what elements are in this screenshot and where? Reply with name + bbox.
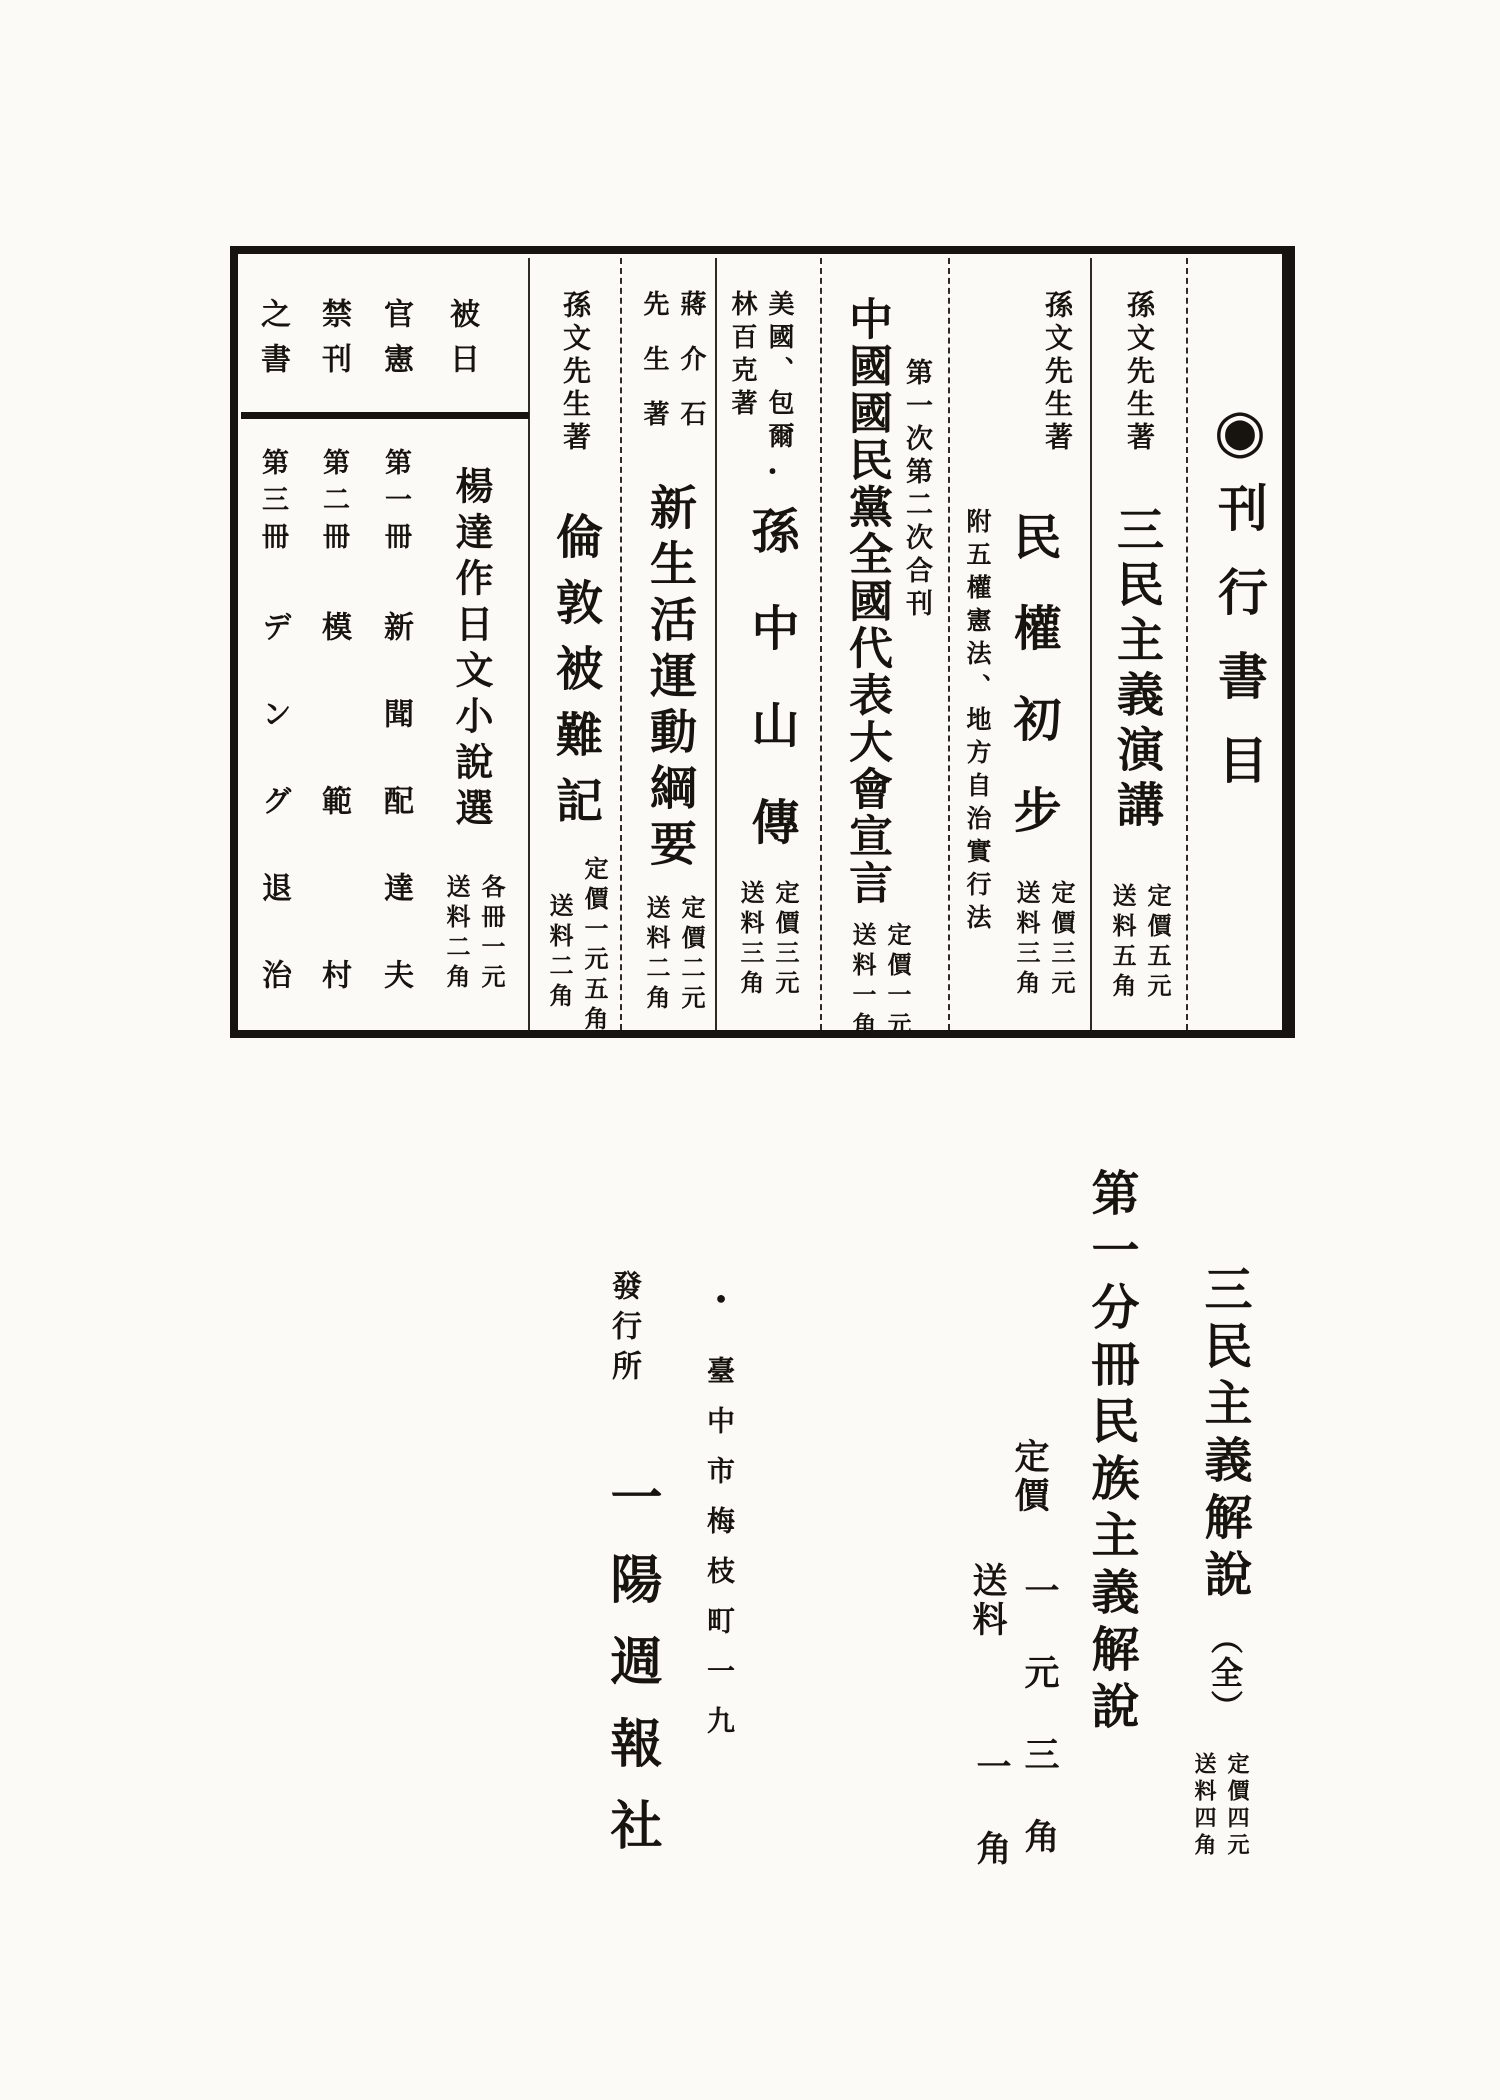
postage: 送料五角 xyxy=(1108,883,1134,1003)
book-title: 孫中山傳 xyxy=(744,506,797,894)
price: 定價一元五角 xyxy=(580,856,606,1036)
publisher-name: 一陽週報社 xyxy=(602,1470,659,1880)
volume-one-title: 第一分冊民族主義解說 xyxy=(1084,1168,1137,1738)
book-price-block xyxy=(438,874,502,994)
banned-heading-part: 禁刊 xyxy=(317,298,350,388)
postage: 一角 xyxy=(972,1748,1011,1912)
price: 定價三元 xyxy=(1047,880,1073,1000)
book-price-block xyxy=(1100,883,1168,1003)
book-title: 三民主義演講 xyxy=(1110,505,1162,835)
book-author-block xyxy=(726,290,792,455)
featured-price-block xyxy=(1184,1752,1248,1860)
column-divider xyxy=(820,258,822,1030)
column-divider xyxy=(948,258,950,1030)
book-price-block xyxy=(636,895,702,1015)
book-title: 新生活運動綱要 xyxy=(643,483,695,875)
postage: 送料二角 xyxy=(442,874,468,994)
postage: 送料二角 xyxy=(642,895,668,1015)
bullet-icon: ● xyxy=(711,1288,731,1308)
volume-label: 第三冊 xyxy=(258,448,288,559)
book-author: 先生著 xyxy=(640,290,669,455)
price: 各冊一元 xyxy=(477,874,503,994)
book-title: 中國國民黨全國代表大會宣言 xyxy=(842,296,891,907)
price: 定價二元 xyxy=(677,895,703,1015)
book-author: 孫文先生著 xyxy=(1123,290,1154,455)
price-label: 定價 xyxy=(1010,1438,1049,1516)
separator-dot: ・ xyxy=(756,458,785,484)
volume-label: 第一冊 xyxy=(381,448,411,559)
bullseye-icon: ◉ xyxy=(1207,396,1273,466)
catalog-masthead-title: 刊行書目 xyxy=(1211,482,1267,818)
publisher-label: 發行所 xyxy=(607,1270,640,1390)
postage: 送料三角 xyxy=(1012,880,1038,1000)
postage: 送料一角 xyxy=(848,922,874,1042)
book-author: 蔣介石 xyxy=(677,290,706,455)
book-price-block xyxy=(730,880,796,1000)
column-divider xyxy=(1186,258,1188,1030)
book-author-block xyxy=(640,290,704,455)
postage-label: 送料 xyxy=(968,1562,1007,1640)
banned-heading-part: 被日 xyxy=(445,298,478,388)
column-divider xyxy=(620,258,622,1030)
book-title: 倫敦被難記 xyxy=(549,512,601,842)
price: 一元三角 xyxy=(1020,1572,1059,1900)
price: 定價五元 xyxy=(1143,883,1169,1003)
banned-heading-part: 之書 xyxy=(256,298,289,388)
postage: 送料三角 xyxy=(736,880,762,1000)
book-price-block xyxy=(1006,880,1072,1000)
volume-title: 新聞配達夫 xyxy=(379,611,412,1046)
book-edition: 第一次第二次合刊 xyxy=(902,358,932,622)
price: 定價四元 xyxy=(1225,1752,1250,1860)
book-note: 附五權憲法、地方自治實行法 xyxy=(963,508,990,937)
column-divider xyxy=(1090,258,1092,1030)
postage: 送料四角 xyxy=(1192,1752,1217,1860)
banned-heading-part: 官憲 xyxy=(379,298,412,388)
book-price-block xyxy=(842,922,908,1042)
column-divider xyxy=(528,258,530,1030)
book-author: 美國、包爾 xyxy=(765,290,794,455)
volume-title: デング退治 xyxy=(257,611,290,1046)
price: 定價一元 xyxy=(883,922,909,1042)
book-author: 林百克著 xyxy=(728,290,757,422)
book-author: 孫文先生著 xyxy=(559,290,590,455)
book-author: 孫文先生著 xyxy=(1041,290,1072,455)
banned-selection-title: 楊達作日文小說選 xyxy=(449,466,491,834)
volume-label: 第二冊 xyxy=(319,448,349,559)
publisher-address: 臺中市梅枝町一九 xyxy=(703,1356,734,1756)
book-title: 民權初步 xyxy=(1006,512,1059,876)
featured-title: 三民主義解說 xyxy=(1197,1264,1250,1606)
price: 定價三元 xyxy=(771,880,797,1000)
postage: 送料二角 xyxy=(545,893,571,1013)
banned-heading-rule xyxy=(241,412,529,419)
featured-edition: ︵全︶ xyxy=(1207,1622,1243,1724)
volume-title: 模範村 xyxy=(317,611,350,1133)
column-divider xyxy=(715,258,717,1030)
